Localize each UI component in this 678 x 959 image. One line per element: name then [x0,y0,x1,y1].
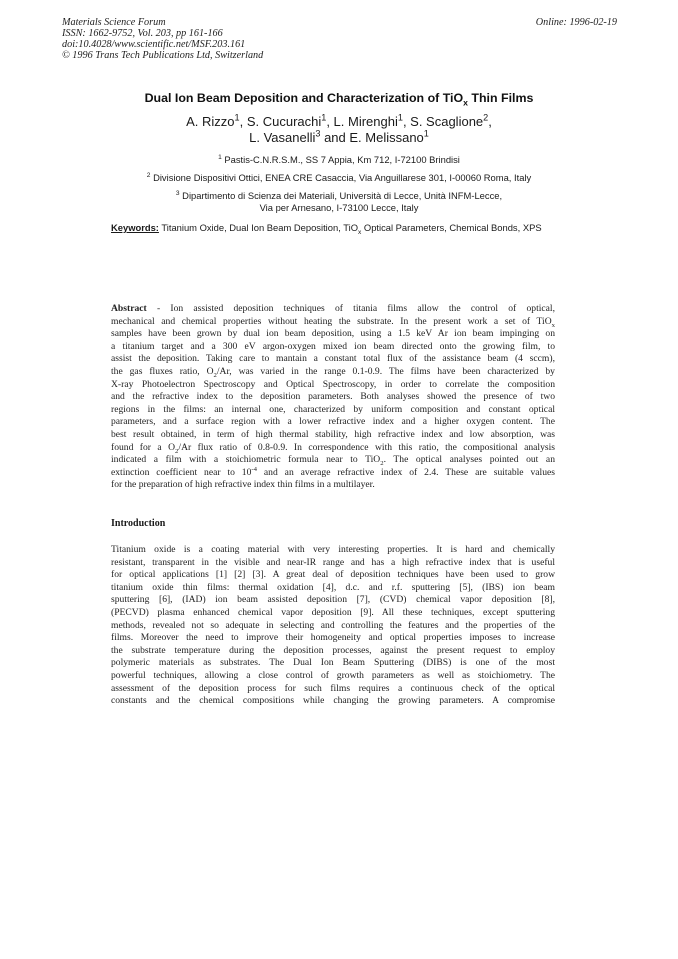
affiliation-2: $^2$ Divisione Dispositivi Ottici, ENEA CRE Casaccia, Via Anguillarese 301, I-00060 Roma, Italy [146,171,532,183]
author-line-1: A. Rizzo$^1$, S. Cucurachi$^1$, L. Mirenghi$^1$, S. Scaglione$^2$, [186,112,492,129]
author-line-2: L. Vasanelli$^3$ and E. Melissano$^1$ [249,128,429,145]
doi-line: doi:10.4028/www.scientific.net/MSF.203.161 [62,39,246,50]
affiliation-1: $^1$ Pastis-C.N.R.S.M., SS 7 Appia, Km 712, I-72100 Brindisi [218,153,460,165]
keywords: Keywords: Titanium Oxide, Dual Ion Beam Deposition, TiO$_x$ Optical Parameters, Chemical Bonds, XPS [111,222,542,236]
author-list [0,114,678,146]
issn-line: ISSN: 1662-9752, Vol. 203, pp 161-166 [62,28,223,39]
paper-title: Dual Ion Beam Deposition and Characterization of TiO$_x$ Thin Films [144,91,534,108]
intro-heading: Introduction [111,518,166,529]
keywords-label: Keywords: [111,222,159,233]
page-header [62,17,617,61]
copyright-line: © 1996 Trans Tech Publications Ltd, Switzerland [62,50,264,61]
affiliation-3: $^3$ Dipartimento di Scienza dei Materiali, Università di Lecce, Unità INFM-Lecce, Via per Arnesano, I-73100 Lecce, Italy [175,189,503,213]
journal-name: Materials Science Forum [62,17,166,28]
abstract-label: Abstract [111,303,147,314]
online-date: Online: 1996-02-19 [535,17,617,28]
intro-body: Titanium oxide is a coating material with very interesting properties. It is hard and chemically resistant, transparent in the visible and near-IR range and has a high refractive index that is useful for optical applications [1] [2] [3]. A great deal of deposition techniques have been used to grow titanium oxide thin films: thermal oxidation [4], d.c. and r.f. sputtering [5], (IBS) ion beam sputtering [6], (IAD) ion beam assisted deposition [7], (CVD) chemical vapor deposition [8], (PECVD) plasma enhanced chemical vapor deposition [9]. All these techniques, except sputtering methods, revealed not so adequate in selecting and controlling the features and the properties of the films. Moreover the need to improve their homogeneity and optical properties imposes to increase the substrate temperature during the deposition processes, against the present request to employ polymeric materials as substrates. The Dual Ion Beam Sputtering (DIBS) is one of the most powerful techniques, allowing a close control of growth parameters as well as stoichiometry. The assessment of the deposition process for such films requires a continuous check of the optical constants and the chemical compositions while changing the growing parameters. A compromise [111,544,555,707]
abstract: Abstract - Ion assisted deposition techniques of titania films allow the control of optical, mechanical and chemical properties without heating the substrate. In the present work a set of TiO$_x$ samples have been grown by dual ion beam deposition, using a 1.5 keV Ar ion beam impinging on a titanium target and a 300 eV argon-oxygen mixed ion beam directed onto the growing film, to assist the deposition. Taking care to mantain a constant total flux of the assistance beam (4 sccm), the gas fluxes ratio, $O_2/Ar$, was varied in the range 0.1-0.9. The films have been characterized by X-ray Photoelectron Spectroscopy and Optical Spectroscopy, in order to correlate the composition and the refractive index to the deposition parameters. Both analyses showed the presence of two regions in the films: an internal one, characterized by uniform composition and constant optical parameters, and a surface region with a lower refractive index and a higher oxygen content. The best result obtained, in term of high thermal stability, high refractive index and low absorption, was found for a $O_2/Ar$ flux ratio of 0.8-0.9. In correspondence with this ratio, the compositional analysis indicated a film with a stoichiometric formula near to TiO$_2$. The optical analyses pointed out an extinction coefficient near to $10^{-4}$ and an average refractive index of 2.4. These are suitable values for the preparation of high refractive index thin films in a multilayer. [111,303,556,491]
